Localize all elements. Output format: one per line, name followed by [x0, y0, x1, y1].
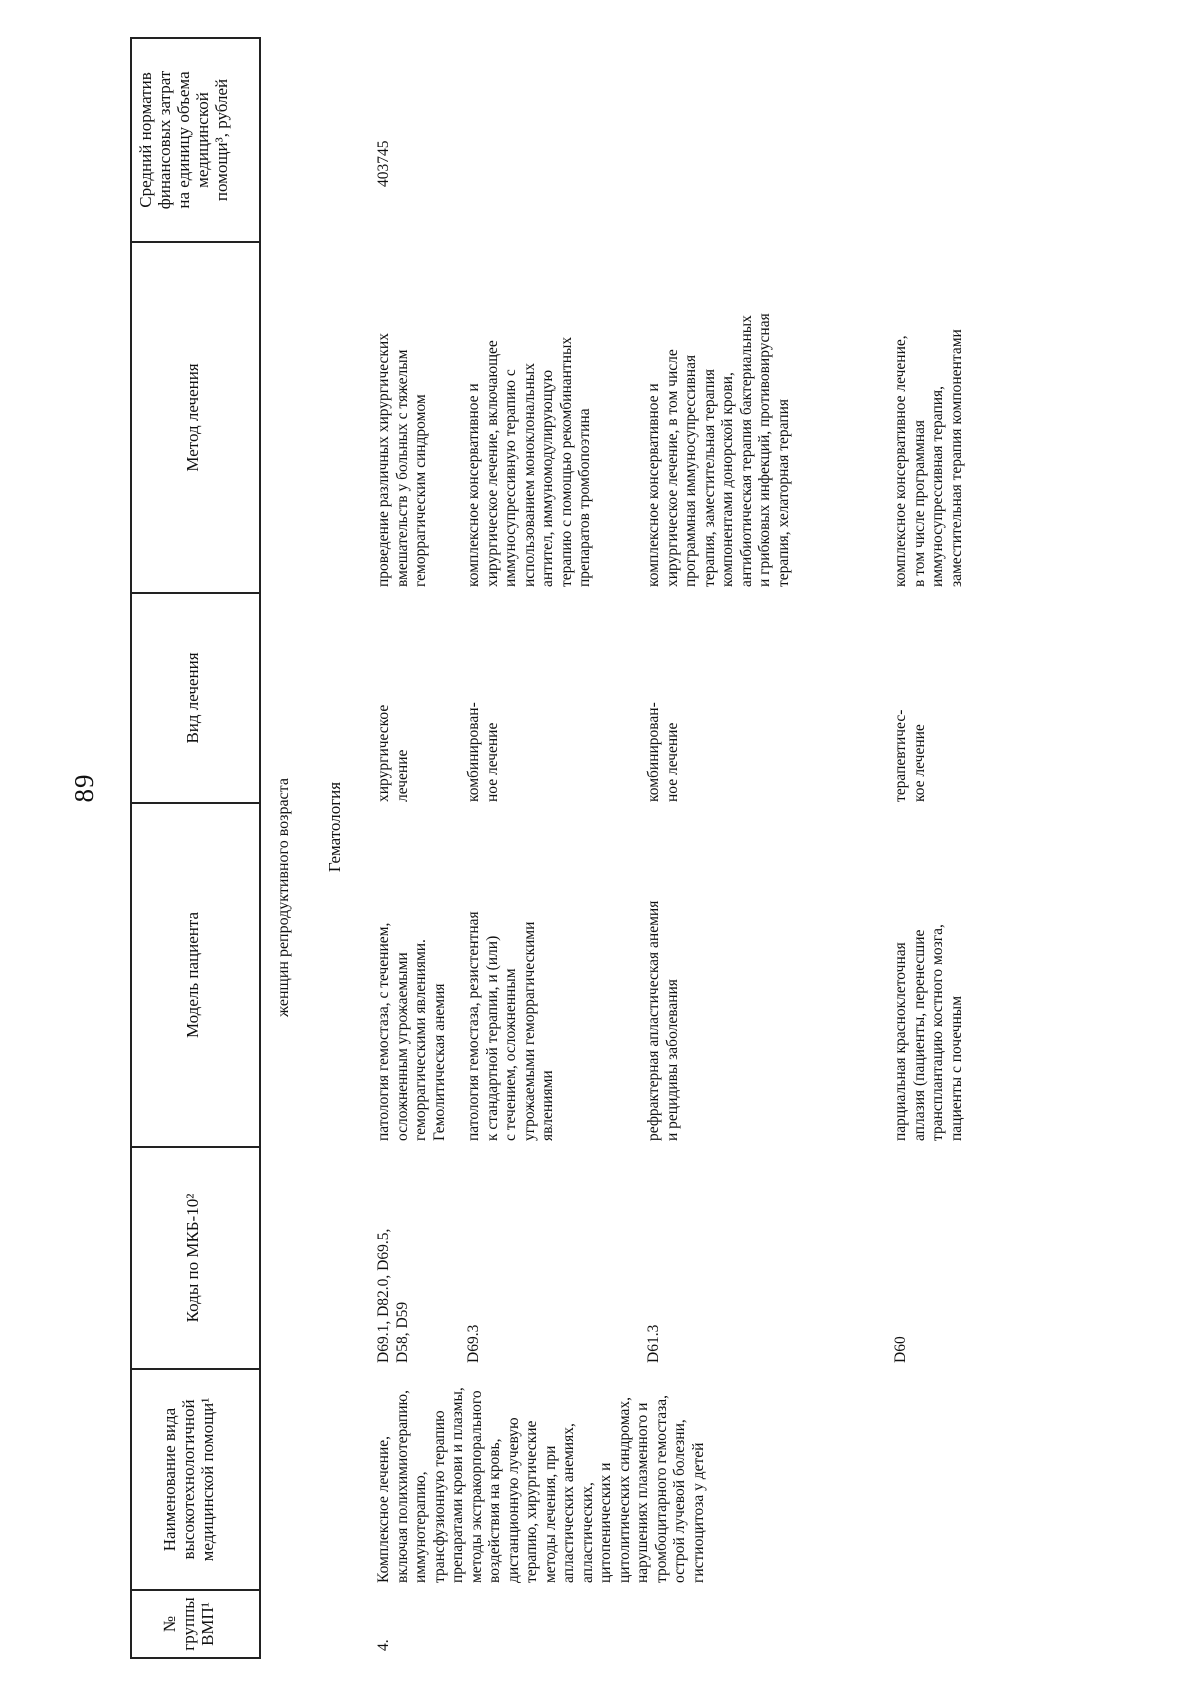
group-cost: 403745 [375, 140, 392, 187]
row-1-model: патология гемостаза, с течением, осложненным угрожаемыми геморрагическими явлениями. Гемолитическая анемия [375, 922, 448, 1141]
row-2-codes: D69.3 [465, 1324, 482, 1363]
row-2-method: комплексное консервативное и хирургическое лечение, включающее иммуносупрессивную терапию с использованием моноклональных антител, иммуномодулирующую терапию с помощью рекомбинантных препаратов тромбопоэтина [465, 336, 593, 587]
table-top-border [130, 37, 132, 1659]
row-4-codes: D60 [892, 1336, 909, 1363]
group-name: Комплексное лечение, включая полихимиотерапию, иммунотерапию, трансфузионную терапию препаратами крови и плазмы, методы экстракорпорального воздействия на кровь, дистанционную лучевую терапию, хирургические методы лечения, при апластических анемиях, апластических, цитопенических и цитолитических синдромах, нарушениях плазменного и тромбоцитарного гемостаза, острой лучевой болезни, гистиоцитоза у детей [375, 1387, 707, 1583]
header-treatment-type: Вид лечения [183, 652, 202, 744]
row-1-method: проведение различных хирургических вмешательств у больных с тяжелым геморрагическим синдромом [375, 333, 429, 587]
row-4-model: парциальная красноклеточная аплазия (пациенты, перенесшие трансплантацию костного мозга, пациенты с почечным [892, 924, 965, 1141]
row-3-codes: D61.3 [645, 1324, 662, 1363]
row-1-type: хирургическое лечение [375, 704, 411, 802]
header-mkb-codes: Коды по МКБ-10² [183, 1193, 202, 1323]
row-3-type: комбинирован- ное лечение [645, 702, 681, 802]
row-1-codes: D69.1, D82.0, D69.5, D58, D59 [375, 1228, 411, 1363]
header-vmp-name: Наименование вида высокотехнологичной медицинской помощи¹ [160, 1397, 217, 1562]
header-treatment-method: Метод лечения [183, 363, 202, 472]
header-patient-model: Модель пациента [183, 911, 202, 1039]
continuation-text: женщин репродуктивного возраста [275, 778, 292, 1017]
row-4-method: комплексное консервативное лечение, в том числе программная иммуносупрессивная терапия, заместительная терапия компонентами [892, 329, 965, 587]
section-title: Гематология [325, 781, 344, 873]
header-bottom-border [259, 37, 261, 1659]
table-left-border [130, 1657, 261, 1659]
row-3-model: рефрактерная апластическая анемия и рецидивы заболевания [645, 900, 681, 1141]
row-3-method: комплексное консервативное и хирургическое лечение, в том числе программная иммуносупрессивная терапия, заместительная терапия компонентами донорской крови, антибиотическая терапия бактериальных и грибковых инфекций, противовирусная терапия, хелаторная терапия [645, 313, 792, 587]
page-number: 89 [69, 773, 99, 803]
row-2-model: патология гемостаза, резистентная к стандартной терапии, и (или) с течением, осложненным угрожаемыми геморрагическими явлениями [465, 911, 556, 1141]
header-group-number: № группы ВМП¹ [160, 1597, 217, 1651]
row-4-type: терапевтичес- кое лечение [892, 709, 928, 802]
header-cost-norm: Средний норматив финансовых затрат на единицу объема медицинской помощи³, рублей [136, 70, 231, 210]
row-2-type: комбинирован- ное лечение [465, 702, 501, 802]
group-number: 4. [375, 1639, 392, 1651]
